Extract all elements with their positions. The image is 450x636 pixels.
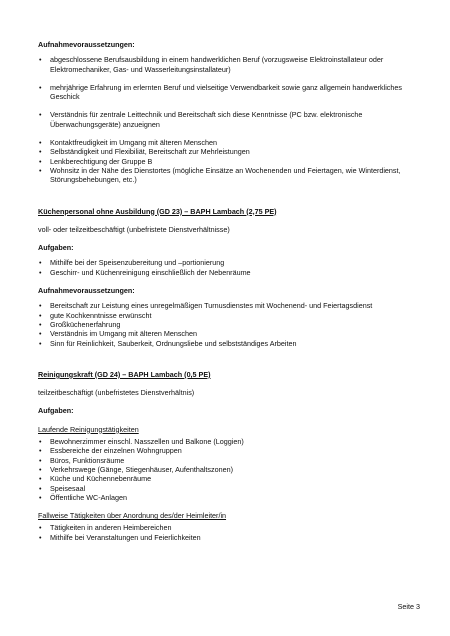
list-item: • Selbständigkeit und Flexibiliät, Bereitschaft zur Mehrleistungen xyxy=(38,147,418,156)
list-item: • Speisesaal xyxy=(38,484,418,493)
page-number: Seite 3 xyxy=(397,602,420,611)
list-item: • Mithilfe bei der Speisenzubereitung und –portionierung xyxy=(38,258,418,267)
employment-type: voll- oder teilzeitbeschäftigt (unbefristete Dienstverhältnisse) xyxy=(38,224,230,234)
ongoing-cleaning-list xyxy=(38,437,418,502)
list-item: • Verständnis im Umgang mit älteren Menschen xyxy=(38,329,418,338)
tasks-heading: Aufgaben: xyxy=(38,243,74,253)
tasks-heading: Aufgaben: xyxy=(38,406,74,416)
list-item: • gute Kochkenntnisse erwünscht xyxy=(38,311,418,320)
requirements-list xyxy=(38,55,418,184)
list-item: • Bewohnerzimmer einschl. Nasszellen und Balkone (Loggien) xyxy=(38,437,418,446)
list-item: • Geschirr- und Küchenreinigung einschließlich der Nebenräume xyxy=(38,268,418,277)
list-item: • Kontaktfreudigkeit im Umgang mit älteren Menschen xyxy=(38,138,418,147)
list-item: • Verständnis für zentrale Leittechnik und Bereitschaft sich diese Kenntnisse (PC bzw. elektronische Überwachungsgeräte) anzueignen xyxy=(38,110,418,129)
tasks-list xyxy=(38,258,418,277)
occasional-tasks-list xyxy=(38,523,418,542)
list-item: • Öffentliche WC-Anlagen xyxy=(38,493,418,502)
list-item: • Mithilfe bei Veranstaltungen und Feierlichkeiten xyxy=(38,533,418,542)
requirements-list xyxy=(38,301,418,347)
requirements-heading: Aufnahmevoraussetzungen: xyxy=(38,286,135,296)
list-item: • Essbereiche der einzelnen Wohngruppen xyxy=(38,446,418,455)
section-title-kitchen: Küchenpersonal ohne Ausbildung (GD 23) – BAPH Lambach (2,75 PE) xyxy=(38,206,277,216)
section-title-cleaning: Reinigungskraft (GD 24) – BAPH Lambach (0,5 PE) xyxy=(38,369,211,379)
employment-type: teilzeitbeschäftigt (unbefristetes Dienstverhältnis) xyxy=(38,388,195,398)
list-item: • Lenkberechtigung der Gruppe B xyxy=(38,157,418,166)
list-item: • Wohnsitz in der Nähe des Dienstortes (mögliche Einsätze an Wochenenden und Feiertagen, wie Winterdienst, Störungsbehebungen, etc.) xyxy=(38,166,418,185)
ongoing-cleaning-heading: Laufende Reinigungstätigkeiten xyxy=(38,424,139,434)
occasional-tasks-heading: Fallweise Tätigkeiten über Anordnung des/der Heimleiter/in xyxy=(38,511,227,521)
list-item: • Sinn für Reinlichkeit, Sauberkeit, Ordnungsliebe und selbstständiges Arbeiten xyxy=(38,339,418,348)
list-item: • Büros, Funktionsräume xyxy=(38,456,418,465)
list-item: • Verkehrswege (Gänge, Stiegenhäuser, Aufenthaltszonen) xyxy=(38,465,418,474)
document-page xyxy=(38,40,418,542)
list-item: • Tätigkeiten in anderen Heimbereichen xyxy=(38,523,418,532)
list-item: • Bereitschaft zur Leistung eines unregelmäßigen Turnusdienstes mit Wochenend- und Feiertagsdienst xyxy=(38,301,418,310)
list-item: • Großküchenerfahrung xyxy=(38,320,418,329)
requirements-heading: Aufnahmevoraussetzungen: xyxy=(38,40,135,49)
list-item: • Küche und Küchennebenräume xyxy=(38,474,418,483)
list-item: • abgeschlossene Berufsausbildung in einem handwerklichen Beruf (vorzugsweise Elektroinstallateur oder Elektromechaniker, Gas- und Wasserleitungsinstallateur) xyxy=(38,55,418,74)
list-item: • mehrjährige Erfahrung im erlernten Beruf und vielseitige Verwendbarkeit sowie ganz allgemein handwerkliches Geschick xyxy=(38,83,418,102)
